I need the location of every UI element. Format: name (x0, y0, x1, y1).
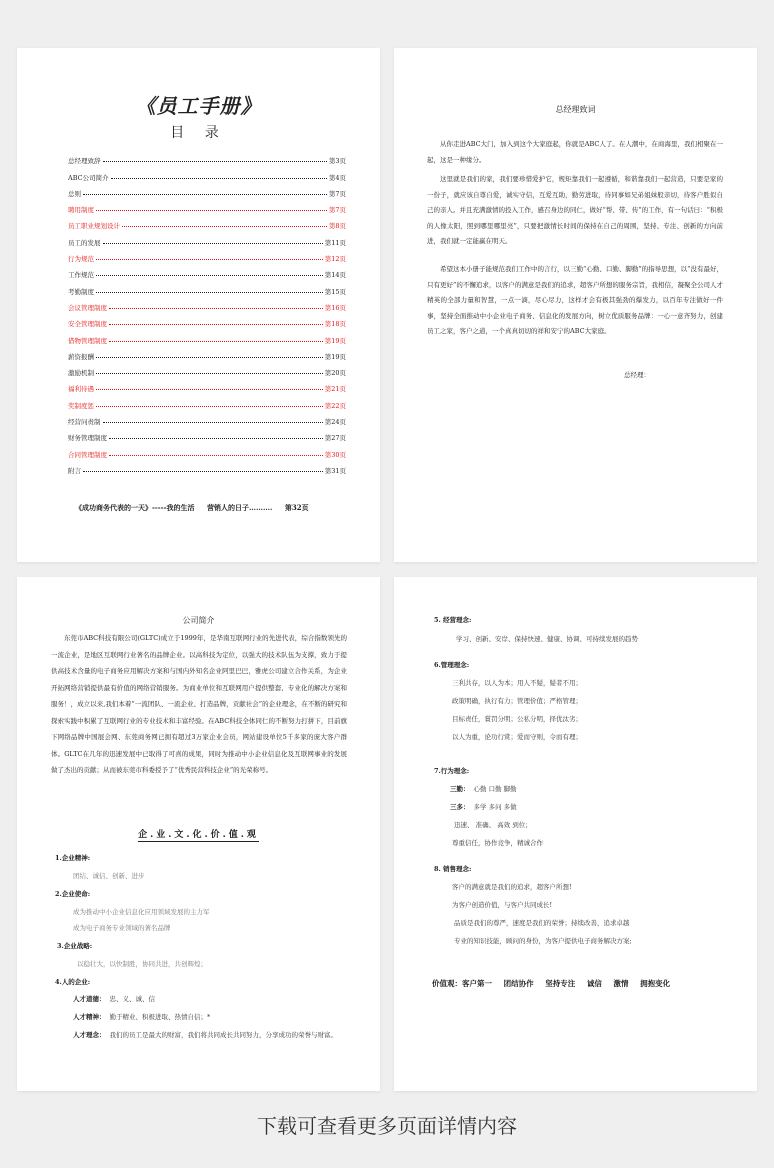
toc-row-leader (111, 178, 327, 179)
toc-row-leader (96, 357, 323, 358)
toc-row-label: 员工的发展 (68, 238, 101, 247)
toc-row-page: 第21页 (324, 385, 346, 394)
toc-row-page: 第12页 (324, 255, 346, 264)
strategy-line: 以稳壮大，以快制胜，协同共进，共创辉煌； (77, 960, 207, 968)
toc-row (68, 230, 346, 246)
manage-line-2: 政策明确，执行有力；管理价值；严格管理； (452, 697, 582, 705)
toc-row-page: 第8页 (328, 222, 346, 231)
toc-row-label: 聘用制度 (68, 206, 94, 215)
toc-row-page: 第31页 (324, 466, 346, 475)
toc-row-label: 附言 (68, 466, 81, 475)
manage-line-3: 目标责任，賞罚分明；公私分明，择优汰劣； (452, 715, 582, 723)
sales-line-3: 品质是我们的尊严，速度是我们的荣誉；持续改善，追求卓越 (454, 919, 630, 927)
culture-title (17, 827, 380, 840)
toc-row-label: 考勤制度 (68, 287, 94, 296)
toc-row-leader (103, 243, 323, 244)
toc-last-b: 营销人的日子………. (206, 503, 273, 512)
sales-line-1: 客户的满意就是我们的追求，超客户所想! (452, 883, 572, 891)
toc-row-leader (103, 422, 323, 423)
handbook-title: 《员工手册》 (135, 94, 262, 118)
toc-row (68, 328, 346, 344)
value-5: 激情 (613, 979, 629, 988)
download-caption: 下载可查看更多页面详情内容 (257, 1114, 517, 1138)
letter-paragraph-3: 希望这本小册子能规范我们工作中的言行，以三勤“心勤、口勤、脚勤”的指导思想，以“没有最好，只有更好”的不懈追求，以客户的满意是我们的追求，超客户所想的服务宗旨，我相信，凝聚全公司人才精英的全部力量和智慧，一点一滴，尽心尽力，这样才会有极其强劲的爆发力，以百年专注做好一件事，坚持全面推动中小企业电子商务、信息化的发展方向，树立优质服务品牌：一心一意齐努力，创建员工之家，客户之道，一个真真切切的祥和安宁的ABC大家庭。 (427, 265, 723, 335)
toc-row-leader (96, 292, 323, 293)
toc-row-page: 第3页 (328, 157, 346, 166)
toc-row (68, 165, 346, 181)
toc-row-leader (109, 455, 323, 456)
toc-row-label: 员工职业规划设计 (68, 222, 120, 231)
toc-row (68, 214, 346, 230)
toc-row (68, 459, 346, 475)
toc-row (68, 149, 346, 165)
toc-row-label: 工作规范 (68, 271, 94, 280)
toc-row-page: 第27页 (324, 434, 346, 443)
talent-idea: 人才理念： 我们的员工是最大的财富，我们将共同成长共同努力，分享成功的荣誉与财富。 (73, 1031, 337, 1039)
toc-row (68, 442, 346, 458)
toc-last-entry (75, 503, 319, 513)
value-6: 拥抱变化 (640, 979, 671, 988)
mission-line-2: 成为电子商务专业领域的著名品牌 (73, 924, 171, 932)
behavior-sanduo: 三多： 多学 多问 多做 (450, 803, 517, 811)
talent-morality: 人才道德： 忠、义、诚、信 (73, 995, 155, 1003)
toc-row (68, 361, 346, 377)
toc-row-label: 总则 (68, 189, 81, 198)
toc-row (68, 410, 346, 426)
manage-line-4: 以人为重，论功行赏；爱而守则，令而有理； (452, 733, 582, 741)
toc-row-leader (96, 275, 323, 276)
toc-row-page: 第11页 (324, 238, 346, 247)
toc-row (68, 182, 346, 198)
toc-row (68, 296, 346, 312)
spirit-line: 团结、诚信、创新、进步 (73, 872, 145, 880)
toc-row (68, 279, 346, 295)
behavior-line-3: 迅速、 准确、 高效 到位； (454, 821, 532, 829)
toc-row-label: 总经理致辞 (68, 157, 101, 166)
toc-row-leader (96, 406, 323, 407)
toc-row (68, 377, 346, 393)
toc-row (68, 345, 346, 361)
page-table-of-contents (17, 48, 380, 562)
toc-row-leader (96, 373, 323, 374)
talent-spirit: 人才精神： 勤于精业、积极进取、热情自信；* (73, 1013, 211, 1021)
toc-row-leader (96, 389, 323, 390)
value-1: 价值观：客户第一 (432, 979, 492, 988)
letter-title: 总经理致词 (555, 105, 596, 114)
value-2: 团结协作 (503, 979, 534, 988)
toc-row-leader (122, 226, 327, 227)
toc-row-page: 第19页 (324, 336, 346, 345)
operate-line: 学习、创新、安岸、保持快速、健康、协调、可持续发展的趋势 (456, 635, 638, 643)
toc-row-page: 第7页 (328, 206, 346, 215)
strategy-head: 3.企业战略: (57, 942, 93, 950)
letter-paragraph-2: 这里就是我们的家，我们要珍惜爱护它，规矩靠我们一起遵循，和谐靠我们一起营造，只要是家的一份子，就应该自尊自爱，诚实守信，互爱互助，勤劳进取，待同事如兄弟姐妹般亲切，待客户胜似自己的亲人。并且充满激情的投入工作，感召身边的同仁，做好“帮、带、传”的工作，有一句话曰：“积极的人像太阳，照到哪里哪里亮”，只要把激情长时间的保持在自己的周围，坚持、专注、创新的方向前进，我们就一定能赢在明天。 (427, 175, 723, 245)
toc-row-page: 第18页 (324, 320, 346, 329)
toc-row-label: 合同管理制度 (68, 450, 107, 459)
toc-row-leader (96, 210, 327, 211)
toc-row (68, 263, 346, 279)
toc-row-label: 奖制度惩 (68, 401, 94, 410)
toc-row-page: 第4页 (328, 173, 346, 182)
toc-row-leader (103, 161, 327, 162)
toc-row-label: 薪资报酬 (68, 352, 94, 361)
toc-heading: 目 录 (170, 125, 227, 141)
value-3: 坚持专注 (545, 979, 576, 988)
toc-last-page: 第32页 (284, 503, 309, 512)
toc-row-label: 福利待遇 (68, 385, 94, 394)
toc-row (68, 312, 346, 328)
letter-paragraph-1: 从你走进ABC大门，加入到这个大家庭起，你就是ABC人了。在人潮中，在商海里，我们相聚在一起，这是一种缘分。 (427, 140, 723, 164)
toc-row-page: 第14页 (324, 271, 346, 280)
toc-row-page: 第16页 (324, 303, 346, 312)
mission-line-1: 成为推动中小企业信息化应用领域发展的主力军 (73, 908, 210, 916)
toc-row-page: 第19页 (324, 352, 346, 361)
mission-head: 2.企业使命: (55, 890, 91, 898)
value-4: 诚信 (586, 979, 602, 988)
behavior-head: 7.行为理念: (434, 767, 470, 775)
toc-row-label: 借物管理制度 (68, 336, 107, 345)
sales-line-2: 为客户创造价值，与客户共同成长! (452, 901, 553, 909)
page-concepts (394, 577, 757, 1091)
behavior-line-4: 尊重信任，协作竞争，精诚合作 (452, 839, 543, 847)
company-intro-paragraph: 东莞市ABC科技有限公司(GLTC)成立于1999年，是华南互联网行业的先进代表，综合指数领先的一流企业，是地区互联网行业著名的品牌企业。以高科技为定位，以强大的技术队伍为支撑，致力于提供高技术含量的电子商务应用解决方案和与国内外知名企业阿里巴巴，雅虎公司建立合作关系，为企业开拓网络营销提供最有价值的网络营销服务。为商业单位和互联网用户提供整套、专业化的解决方案和服务！，成立以来,我们本着“一流团队、一流企业、打造品牌，贡献社会”的企业理念，在不断的研究和探索实践中积累了互联网行业的专业技术和丰富经验。在ABC科技全体同仁的不断努力打拼下，目前旗下网络品牌中国展会网、东莞商务网已拥有超过3万家企业会员，网站建设单位5千多家的庞大客户群体。GLTC在几年的迅速发展中已取得了可喜的成果，同时为推动中小企业信息化及互联网事业的发展做了杰出的贡献；从而被东莞市科委授予了“优秀民营科技企业”的光荣称号。 (51, 634, 347, 774)
toc-row-leader (109, 438, 323, 439)
toc-row-label: ABC公司简介 (68, 173, 109, 182)
toc-row-page: 第15页 (324, 287, 346, 296)
toc-row (68, 247, 346, 263)
toc-row-label: 会议管理制度 (68, 303, 107, 312)
toc-row-leader (109, 341, 323, 342)
sales-line-4: 专业的知识技能，顾问的身份，为客户提供电子商务解决方案; (454, 937, 632, 945)
values-row (432, 978, 679, 989)
talent-head: 4.人的企业: (55, 978, 91, 986)
company-title: 公司简介 (182, 616, 215, 625)
operate-head: 5. 经营理念: (434, 616, 472, 624)
toc-row-page: 第24页 (324, 418, 346, 427)
toc-row-leader (83, 471, 323, 472)
toc-row-leader (109, 308, 323, 309)
toc-row (68, 426, 346, 442)
spirit-head: 1.企业精神: (55, 854, 91, 862)
toc-row-page: 第22页 (324, 401, 346, 410)
toc-last-a: 《成功商务代表的一天》-----我的生活 (75, 503, 195, 512)
toc-row-label: 财务管理制度 (68, 434, 107, 443)
toc-row-page: 第30页 (324, 450, 346, 459)
toc-row-label: 激励机制 (68, 369, 94, 378)
toc-row-leader (96, 259, 323, 260)
toc-row-label: 经营问责制 (68, 418, 101, 427)
toc-row-label: 行为规范 (68, 255, 94, 264)
behavior-sanqin: 三勤： 心勤 口勤 脚勤 (450, 785, 517, 793)
manage-line-1: 三利共存，以人为本；用人不疑，疑者不用； (452, 679, 582, 687)
manage-head: 6.管理理念: (434, 661, 470, 669)
letter-signature: 总经理： (624, 371, 650, 379)
toc-row (68, 393, 346, 409)
toc-row-label: 安全管理制度 (68, 320, 107, 329)
toc-row-leader (83, 194, 327, 195)
page-company-intro (17, 577, 380, 1091)
toc-list (68, 149, 346, 475)
page-gm-letter (394, 48, 757, 562)
toc-row-leader (109, 324, 323, 325)
toc-row-page: 第7页 (328, 189, 346, 198)
sales-head: 8. 销售理念: (434, 865, 472, 873)
culture-title-text: 企.业.文.化.价.值.观 (138, 830, 259, 840)
toc-row (68, 198, 346, 214)
toc-row-page: 第20页 (324, 369, 346, 378)
